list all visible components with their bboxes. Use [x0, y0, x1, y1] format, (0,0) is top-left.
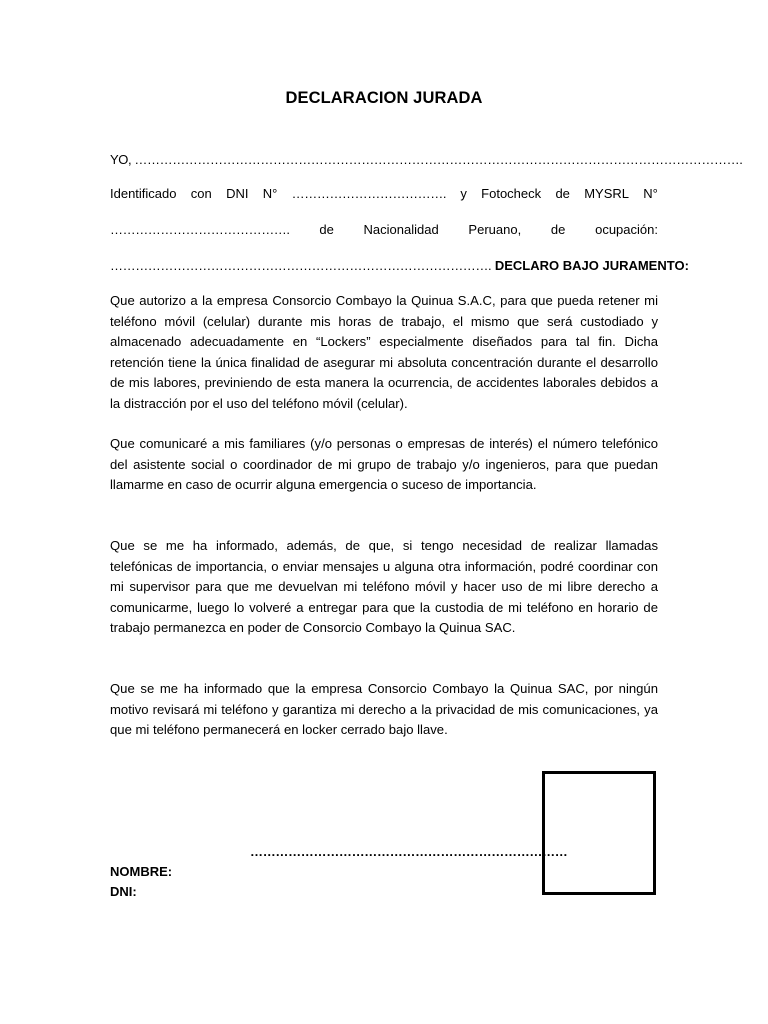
dni-line-word: Fotocheck [481, 186, 542, 201]
dni-line-word: N° [643, 186, 658, 201]
dni-line-word: con [190, 186, 212, 201]
dni-line-word: N° [262, 186, 278, 201]
dni-line-word: DNI [226, 186, 249, 201]
nationality-line [110, 220, 658, 241]
occupation-blank: ………………………………………………………………………………. [110, 258, 492, 273]
paragraph-family-contact: Que comunicaré a mis familiares (y/o personas o empresas de interés) el número telefónico del asistente social o coordinador de mi grupo de trabajo y/o ingenieros, para que puedan llamarme en caso de ocurrir alguna emergencia o suceso de importancia. [110, 436, 658, 493]
paragraph-privacy: Que se me ha informado que la empresa Consorcio Combayo la Quinua SAC, por ningún motivo revisará mi teléfono y garantiza mi derecho a la privacidad de mis comunicaciones, ya que mi teléfono permanecerá en locker cerrado bajo llave. [110, 681, 658, 738]
dni-line-word: y [460, 186, 467, 201]
nationality-line-word: de [319, 222, 334, 237]
yo-line: YO, ………………………………………………………………………………………………………………………………. [110, 152, 743, 167]
dni-line-word: MYSRL [584, 186, 629, 201]
dni-line-word: Identificado [110, 186, 177, 201]
dni-line [110, 184, 658, 205]
paragraph-authorization: Que autorizo a la empresa Consorcio Combayo la Quinua S.A.C, para que pueda retener mi teléfono móvil (celular) durante mis horas de trabajo, el mismo que será custodiado y almacenado adecuadamente en “Lockers” especialmente diseñados para tal fin. Dicha retención tiene la única finalidad de asegurar mi absoluta concentración durante el desarrollo de mis labores, previniendo de esta manera la ocurrencia, de accidentes laborales debidos a la distracción por el uso del teléfono móvil (celular). [110, 293, 658, 411]
fingerprint-box [542, 771, 656, 895]
document-title: DECLARACION JURADA [285, 89, 483, 107]
nombre-label: NOMBRE: [110, 864, 173, 879]
declaro-heading: DECLARO BAJO JURAMENTO: [494, 258, 689, 273]
occupation-line [110, 256, 689, 277]
dni-label: DNI: [110, 884, 137, 899]
nationality-line-word: Nacionalidad [363, 222, 439, 237]
fotocheck-blank: ……………………………………. [110, 222, 290, 237]
nationality-line-word: ocupación: [595, 222, 658, 237]
paragraph-calls: Que se me ha informado, además, de que, si tengo necesidad de realizar llamadas telefónicas de importancia, o enviar mensajes u alguna otra información, podré coordinar con mi supervisor para que me devuelvan mi teléfono móvil y hacer uso de mi libre derecho a comunicarme, luego lo volveré a entregar para que la custodia de mi teléfono en horario de trabajo permanezca en poder de Consorcio Combayo la Quinua SAC. [110, 538, 658, 636]
nationality-line-word: de [550, 222, 566, 237]
nationality-line-word: Peruano, [468, 222, 522, 237]
signature-line: ………………………………………………………………… [250, 844, 568, 859]
dni-blank: ………………………………. [291, 186, 447, 201]
dni-line-word: de [555, 186, 570, 201]
